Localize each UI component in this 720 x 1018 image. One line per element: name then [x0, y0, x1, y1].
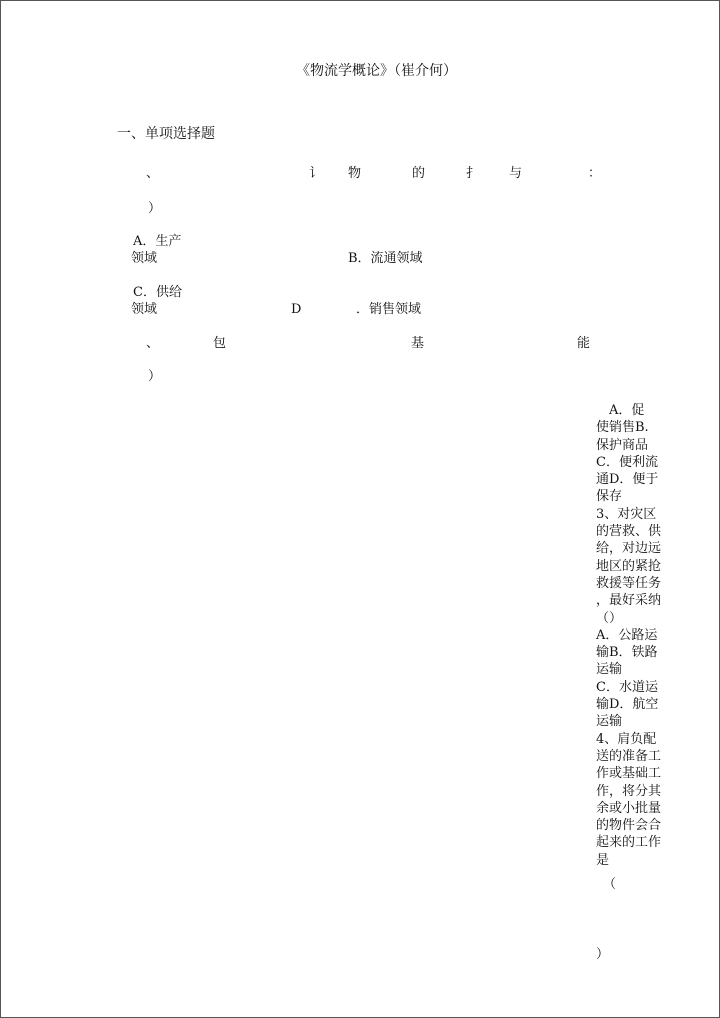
q2-fragment-2: 基	[411, 336, 425, 351]
column-line: 救援等任务	[596, 575, 662, 591]
column-line: A．公路运	[596, 627, 658, 643]
q1-option-a-continuation: 领域	[131, 251, 158, 266]
column-line: 作或基础工	[596, 766, 662, 782]
column-line: 的营救、供	[596, 524, 662, 540]
column-line: 送的准备工	[596, 748, 662, 764]
document-title: 《物流学概论》（崔介何）	[296, 63, 457, 79]
q1-option-b: B．流通领域	[348, 251, 423, 266]
column-line: ，最好采纳	[596, 593, 662, 609]
column-line: 作，将分其	[596, 783, 662, 799]
q1-fragment-6: ：	[588, 166, 602, 181]
column-line: 的物件会合	[596, 818, 662, 834]
column-line: C．水道运	[596, 679, 658, 695]
column-line: 余或小批量	[596, 800, 662, 816]
column-line: 地区的紧抢	[596, 558, 662, 574]
column-line: 起来的工作	[596, 835, 662, 851]
q1-option-c-continuation: 领域	[131, 302, 158, 317]
column-line: 保存	[596, 489, 623, 505]
q4-close-paren: ）	[596, 947, 610, 962]
column-line: 输B．铁路	[596, 645, 658, 661]
column-line: 4、肩负配	[596, 731, 657, 747]
q1-close-paren: ）	[148, 201, 162, 216]
column-line: 是	[596, 852, 610, 868]
column-line: 保护商品	[596, 437, 649, 453]
q2-fragment-1: 包	[213, 336, 227, 351]
column-line: （）	[596, 610, 623, 626]
q1-fragment-3: 的	[412, 166, 426, 181]
section-heading: 一、单项选择题	[117, 126, 215, 142]
q1-option-c-label: C．供给	[133, 285, 182, 300]
q1-option-d-text: ．销售领域	[356, 302, 422, 317]
column-line: 输D．航空	[596, 697, 659, 713]
column-line: 使销售B.	[596, 420, 649, 436]
q1-fragment-5: 与	[509, 166, 523, 181]
column-line: 运输	[596, 714, 623, 730]
q1-number-mark: 、	[146, 166, 160, 181]
column-line: 3、对灾区	[596, 506, 657, 522]
q1-fragment-1: 讠	[309, 166, 323, 181]
q1-option-a-label: A．生产	[133, 234, 182, 249]
q2-number-mark: 、	[146, 336, 160, 351]
narrow-text-column	[596, 402, 666, 869]
column-line: C．便利流	[596, 454, 658, 470]
q2-fragment-3: 能	[577, 336, 591, 351]
q4-open-paren: （	[603, 877, 617, 892]
column-line: 运输	[596, 662, 623, 678]
column-line: A．促	[596, 403, 645, 418]
q2-close-paren: ）	[148, 369, 162, 384]
q1-fragment-4: 扌	[466, 166, 480, 181]
q1-option-d-letter: D	[291, 302, 302, 317]
column-line: 给，对边远	[596, 541, 662, 557]
column-line: 通D．便于	[596, 472, 659, 488]
q1-fragment-2: 物	[348, 166, 362, 181]
